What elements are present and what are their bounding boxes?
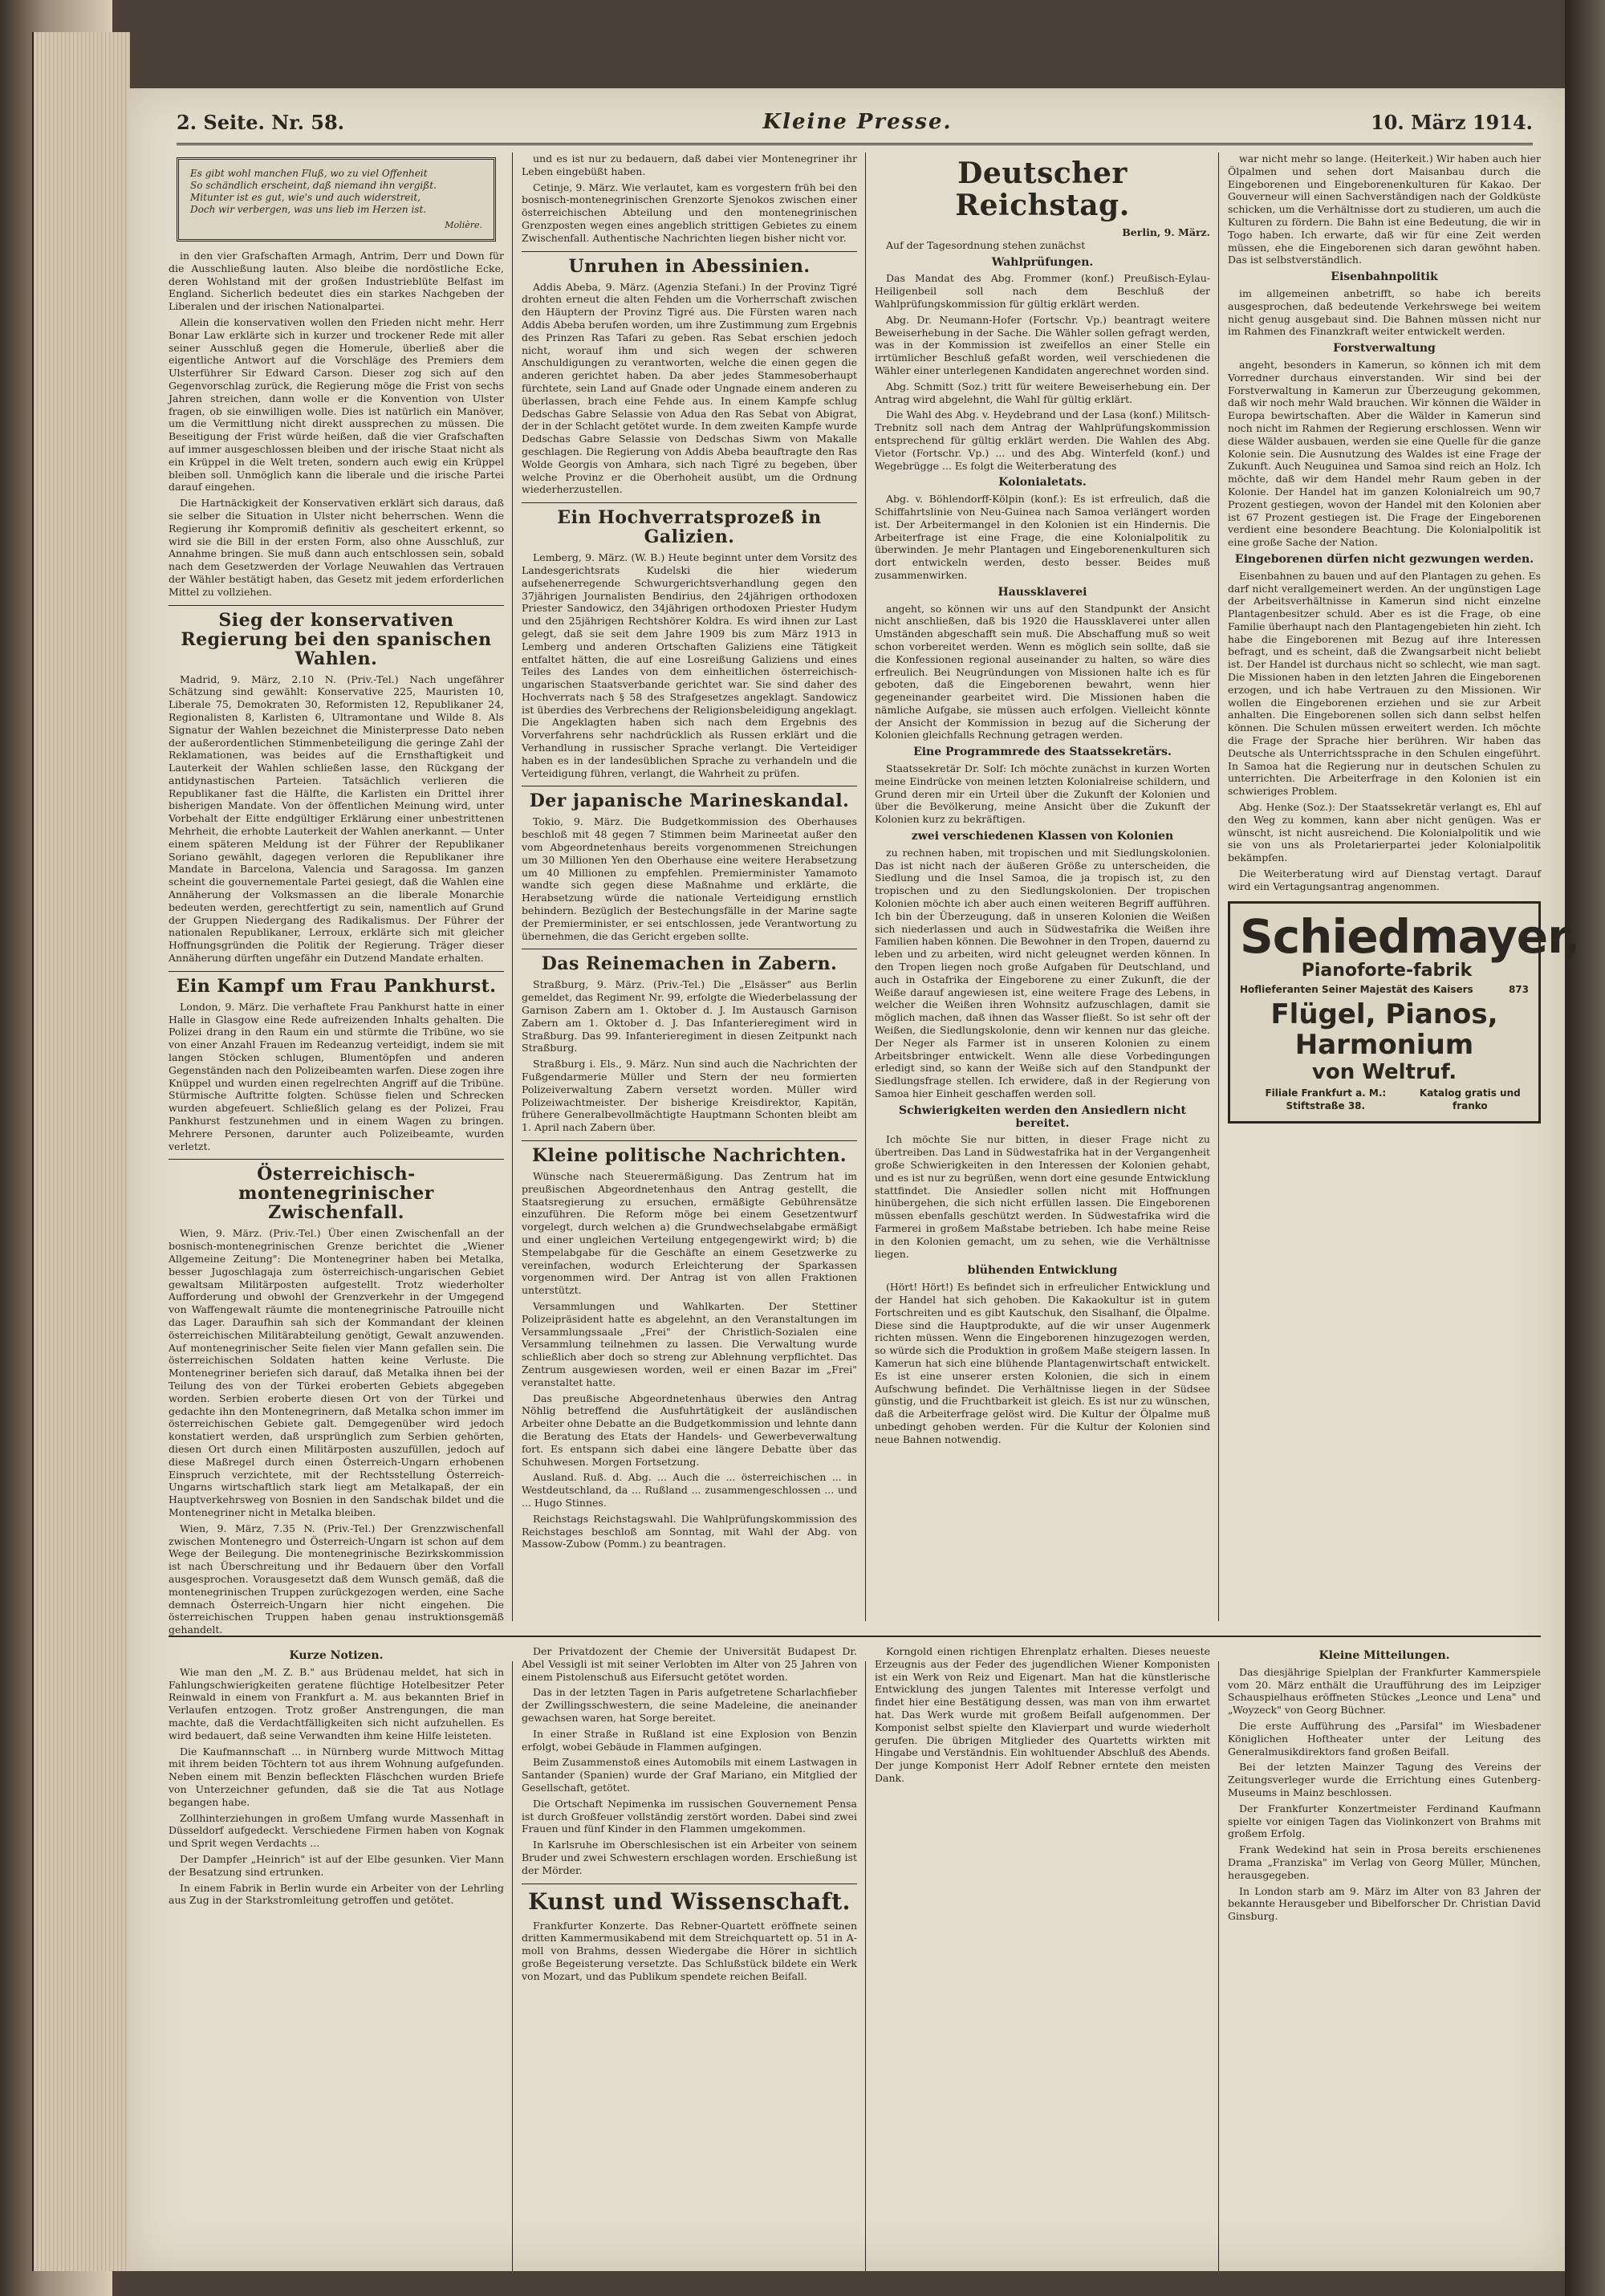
paragraph: Wien, 9. März. (Priv.-Tel.) Über einen Zwischenfall an der bosnisch-montenegrinischen Grenze berichtet die „Wiener Allgemeine Zeitung": Die Montenegriner haben bei Metalka, besser Jugoschlagaja zum österreichisch-ungarischen Gebiet gewaltsam Militärposten aufgestellt. Trotz wiederholter Aufforderung und obwohl der Grenzverkehr in der Umgegend von Waffengewalt räumte die montenegrinische Patrouille nicht das Lager. Daraufhin sah sich der Kommandant der kleinen österreichischen Militärabteilung genötigt, Gewalt anzuwenden. Auf montenegrinischer Seite fielen vier Mann gefallen sein. Die österreichischen Soldaten hatten keine Verluste. Die Montenegriner beriefen sich darauf, daß Metalka ihnen bei der Teilung des von der Türkei eroberten Gebiets abgegeben worden. Serbien eroberte diesen Ort von der Türkei und gedachte ihn den Montenegrinern, daß Metalka schon immer im österreichischen Gebiete galt. Demgegenüber wird jedoch konstatiert werden, daß ursprünglich zum Serbien gehörten, diesen Ort durch einen Militärposten auszufüllen, jedoch auf diese Maßregel durch einen Österreich-Ungarn erhobenen Einspruch verzichtete, mit der Rechtsstellung Österreich-Ungarns wirtschaftlich stark liegt am Metalkapaß, der ein Hauptverkehrsweg von Bosnien in den Sandschak bildet und die Montenegriner nicht in Metalka bleiben. [169,1227,504,1518]
paragraph: Die Weiterberatung wird auf Dienstag vertagt. Darauf wird ein Vertagungsantrag angenommen. [1228,868,1541,892]
subheading: Eine Programmrede des Staatssekretärs. [913,746,1172,759]
binding-shadow [1565,0,1605,2296]
paragraph: Zollhinterziehungen in großem Umfang wurde Massenhaft in Düsseldorf aufgedeckt. Verschiedene Firmen haben von Kognak und Sprit wegen Verdachts ... [169,1811,504,1850]
paragraph: Das Mandat des Abg. Frommer (konf.) Preußisch-Eylau-Heiligenbeil soll nach dem Beschluß der Wahlprüfungskommission für gültig erklärt werden. [875,272,1210,310]
subheading: Wahlprüfungen. [991,255,1094,269]
subheading: blühenden Entwicklung [967,1264,1118,1278]
ad-brand: Schiedmayer, [1240,908,1580,964]
paragraph: in den vier Grafschaften Armagh, Antrim, Derr und Down für die Ausschließung lauten. Also bleibe die nordöstliche Ecke, deren Wohlstand mit der großen Industrieblüte Belfast im England. Sicherlich bedeutet dies ein starkes Nachgeben der Liberalen und der irischen Nationalpartei. [169,250,504,313]
column-1 [169,152,504,1636]
paragraph: Wien, 9. März, 7.35 N. (Priv.-Tel.) Der Grenzzwischenfall zwischen Montenegro und Österreich-Ungarn ist schon auf dem Wege der Beilegung. Die montenegrinische Bezirkskommission ist nach Überschreitung und ihr Bedauern über den Vorfall ausgesprochen. Vorausgesetzt daß dem Wunsch gemäß, daß die montenegrinischen Truppen zurückgezogen werden, eine Sache demnach Österreich-Ungarn hier nicht eingehen. Die österreichischen Truppen haben genau instruktionsgemäß gehandelt. [169,1522,504,1636]
paragraph: Die Hartnäckigkeit der Konservativen erklärt sich daraus, daß sie selber die Situation in Ulster nicht beherrschen. Wenn die Regierung ihr Kompromiß definitiv als gescheitert erkennt, so wird sie die Bill in der ersten Form, also ohne Ausschluß, zur Annahme bringen. Sie muß dann auch entschlossen sein, sobald nach dem Gesetzwerden der Vorlage Neuwahlen das Vertrauen der Wähler bestätigt haben, das Gesetz mit jedem erforderlichen Mittel zu vollziehen. [169,497,504,598]
paragraph: Ich möchte Sie nur bitten, in dieser Frage nicht zu übertreiben. Das Land in Südwestafrika hat in der Vergangenheit große Schwierigkeiten in den Interessen der Kolonien gehabt, und es ist nur zu begrüßen, wenn dort eine gesunde Entwicklung stattfindet. Die Ansiedler sollen nicht mit Hoffnungen hinübergehen, die sich nicht erfüllen lassen. Die Eingeborenen müssen ebenfalls geschützt werden. In Südwestafrika wird die Farmerei in großem Maßstabe betrieben. Ich habe meine Reise in den Kolonien gemacht, um zu sehen, wie die Verhältnisse liegen. [875,1133,1210,1260]
column-rule [512,152,513,1621]
column-2 [522,152,857,1629]
subheading: Kleine Mitteilungen. [1319,1649,1450,1662]
paragraph: Tokio, 9. März. Die Budgetkommission des Oberhauses beschloß mit 48 gegen 7 Stimmen beim Marineetat außer den vom Abgeordnetenhaus bereits vorgenommenen Streichungen um 30 Millionen Yen den Oberhause eine weitere Herabsetzung um 40 Millionen zu empfehlen. Premierminister Yamamoto wandte sich gegen diese Maßnahme und erklärte, die Herabsetzung würde die nationale Verteidigung ernstlich behindern. Bezüglich der Bestechungsfälle in der Marine sagte der Premierminister, er sei entschlossen, jede Verantwortung zu übernehmen, die das Gericht ergeben sollte. [522,815,857,942]
paragraph: Die Wahl des Abg. v. Heydebrand und der Lasa (konf.) Militsch-Trebnitz soll nach dem Antrag der Wahlprüfungskommission entsprechend für gültig erklärt werden. Die Wahlen des Abg. Vietor (Fortschr. Vp.) ... und des Abg. Winterfeld (konf.) und Wegebrügge ... Es folgt die Weiterberatung des [875,408,1210,472]
headline: Ein Kampf um Frau Pankhurst. [169,971,504,996]
paragraph: Versammlungen und Wahlkarten. Der Stettiner Polizeipräsident hatte es abgelehnt, an den Veranstaltungen im Versammlungssaale „Frei" der Christlich-Sozialen eine Versammlung teilnehmen zu lassen. Die Verwaltung wurde schließlich aber doch so streng zur Ablehnung verpflichtet. Das Zentrum ausgewiesen worden, weil er einen Bazar im „Frei" veranstaltet hatte. [522,1299,857,1388]
headline-kunst: Kunst und Wissenschaft. [522,1884,857,1915]
subheading: Eisenbahnpolitik [1331,270,1438,284]
masthead [177,104,1533,145]
page-stack [32,32,130,2271]
column-3 [875,152,1210,1629]
poem-line: Mitunter ist es gut, wie's und auch widerstreit, [190,192,421,203]
poem-line: Doch wir verbergen, was uns lieb im Herzen ist. [190,204,427,215]
headline: Ein Hochverratsprozeß in Galizien. [522,502,857,547]
bottom-column-2 [522,1645,857,2255]
paragraph: Der Dampfer „Heinrich" ist auf der Elbe gesunken. Vier Mann der Besatzung sind ertrunken. [169,1852,504,1878]
paragraph: Madrid, 9. März, 2.10 N. (Priv.-Tel.) Nach ungefährer Schätzung sind gewählt: Konservative 225, Mauristen 10, Liberale 75, Demokraten 30, Reformisten 12, Republikaner 24, Regionalisten 8, Karlisten 6, Ultramontane und Wilde 8. Als Signatur der Wahlen bezeichnet die Ministerpresse Dato neben der außerordentlichen Stimmenbeteiligung die geringe Zahl der Reklamationen, was beides auf die Ernsthaftigkeit und Lauterkeit der Wahlen schließen lasse, den Rückgang der antidynastischen Parteien. Tatsächlich verlieren die Republikaner fast die Hälfte, die Karlisten ein Drittel ihrer bisherigen Mandate. Von der öffentlichen Meinung wird, unter Vorbehalt der Eitte endgültiger Erklärung einer unbestrittenen Mehrheit, die erhobte Lauterkeit der Wahlen anerkannt. — Unter einem späteren Meldung ist der Führer der Republikaner Soriano gewählt, dagegen verloren die Republikaner ihre Mandate in Barcelona, Valencia und Saragossa. Im ganzen scheint die gouvernementale Partei gesiegt, daß die Wahlen eine Annäherung der Volksmassen an die liberale Monarchie bedeuten werden, gerechtfertigt zu sein, namentlich auf Grund der Gruppen Niedergang des Radikalismus. Der Führer der nationalen Republikaner, Lerroux, erklärte sich mit gleicher Hoffnungsgründen die Politik der Regierung. Träger dieser Annäherung dürften ungefähr ein Dutzend Mandate erhalten. [169,673,504,965]
ad-catalog-note: Katalog gratis und franko [1419,1087,1521,1112]
paragraph: Die erste Aufführung des „Parsifal" im Wiesbadener Königlichen Hoftheater unter der Leitung des Generalmusikdirektors fand großen Beifall. [1228,1719,1541,1758]
bottom-column-1 [169,1645,504,2255]
paragraph: London, 9. März. Die verhaftete Frau Pankhurst hatte in einer Halle in Glasgow eine Rede aufreizenden Inhalts gehalten. Die Polizei drang in den Raum ein und stürmte die Tribüne, wo sie von einer Anzahl Frauen im Redeanzug verteidigt, indem sie mit langen Stöcken schlugen, Blumentöpfen und anderen Gegenständen nach den Polizeibeamten warfen. Diese zogen ihre Knüppel und wurden einen regelrechten Angriff auf die Tribüne. Stürmische Auftritte folgten. Schüsse fielen und Schrecken wurden abgefeuert. Schließlich gelang es der Polizei, Frau Pankhurst festzunehmen und in einem Wagen zu bringen. Mehrere Personen, darunter auch Polizeibeamte, wurden verletzt. [169,1000,504,1152]
paragraph: Abg. Schmitt (Soz.) tritt für weitere Beweiserhebung ein. Der Antrag wird abgelehnt, die Wahl für gültig erklärt. [875,380,1210,405]
paragraph: Der Privatdozent der Chemie der Universität Budapest Dr. Abel Vessigli ist mit seiner Verlobten im Alter von 25 Jahren von einem Pistolenschuß aus Eifersucht getötet worden. [522,1645,857,1683]
headline: Das Reinemachen in Zabern. [522,949,857,973]
subheading: Kolonialetats. [998,476,1087,490]
bottom-column-3 [875,1645,1210,2255]
paragraph: Cetinje, 9. März. Wie verlautet, kam es vorgestern früh bei den bosnisch-montenegrinischen Grenzorte Sjenokos zwischen einer österreichischen Abteilung und den montenegrinischen Grenzposten wegen eines angeblich strittigen Gebietes zu einem Zwischenfall. Authentische Nachrichten liegen bisher nicht vor. [522,181,857,244]
headline-reichstag: Deutscher Reichstag. [955,156,1130,222]
paragraph: Abg. Henke (Soz.): Der Staatssekretär verlangt es, Ehl auf den Weg zu kommen, kann aber nicht genügen. Was er wünscht, ist nicht ausreichend. Die Kolonialpolitik und wie sie von uns als Proletarierpartei jeder Kolonialpolitik bekämpfen. [1228,801,1541,864]
paragraph: zu rechnen haben, mit tropischen und mit Siedlungskolonien. Das ist nicht nach der äußeren Größe zu unterscheiden, die Siedlung und die Insel Samoa, die ja tropisch ist, zu den tropischen und zu den Siedlungskolonien. Der tropischen Kolonien möchte ich aber auch einen weiteren Begriff aufführen. Ich bin der Überzeugung, daß in unseren Kolonien die Weißen sich niederlassen und auch in Südwestafrika die Weißen ihre Familien haben können. Die Bewohner in den Tropen, dauernd zu leben und zu arbeiten, wird nicht geleugnet werden können. In den Tropen liegen noch große Aufgaben für Deutschland, und auch in Ostafrika der Eingeborene zu einer Zukunft, die der Weiße darauf angewiesen ist, eine weitere Frage des Lebens, in welcher die Weißen ihren Wohnsitz aufzuschlagen, damit sie möglich machen, daß ihnen das Wasser fließt. So ist sehr oft der Weißen, die Siedlungskolonie, denn wir kennen nur das gleiche. Der Neger als Farmer ist in unseren Kolonien zu einem Arbeitsbringer entwickelt. Wenn alle diese Vorbedingungen erledigt sind, so kann der Weiße sich auf den Standpunkt der Siedlungsfrage stellen. Ich erwidere, daß in der Regierung von Samoa hier Einheit geschaffen werden soll. [875,846,1210,1099]
paragraph: Der Frankfurter Konzertmeister Ferdinand Kaufmann spielte vor einigen Tagen das Violinkonzert von Brahms mit großem Erfolg. [1228,1802,1541,1840]
paragraph: und es ist nur zu bedauern, daß dabei vier Montenegriner ihr Leben eingebüßt haben. [522,152,857,177]
paragraph: In einem Fabrik in Berlin wurde ein Arbeiter von der Lehrling aus Zug in der Starkstromleitung getroffen und getötet. [169,1881,504,1907]
paragraph: (Hört! Hört!) Es befindet sich in erfreulicher Entwicklung und der Handel hat sich gehoben. Die Kakaokultur ist in gutem Fortschreiten und es gibt Kautschuk, den Sisalhanf, die Ölpalme. Diese sind die Hauptprodukte, auf die wir unser Augenmerk richten müssen. Wenn die Eingeborenen hinzugezogen werden, so würde sich die Produktion in großem Maße steigern lassen. In Kamerun hat sich eine blühende Plantagenwirtschaft entwickelt. Es ist eine unserer ersten Kolonien, die sich in einem Aufschwung befindet. Die Verhältnisse liegen in der Südsee günstig, und die Fruchtbarkeit ist gleich. Es ist nur zu wünschen, daß die Arbeiterfrage gelöst wird. Die Kultur der Ölpalme muß unbedingt gehoben werden. Für die Kultur der Kolonien sind neue Bahnen notwendig. [875,1281,1210,1445]
paragraph: Frankfurter Konzerte. Das Rebner-Quartett eröffnete seinen dritten Kammermusikabend mit dem Streichquartett op. 51 in A-moll von Brahms, dessen Wiedergabe die Hörer in sichtlich große Begeisterung versetzte. Das Schlußstück bildete ein Werk von Mozart, und das Publikum spendete reichen Beifall. [522,1919,857,1982]
headline: Kleine politische Nachrichten. [522,1140,857,1165]
paragraph: Straßburg, 9. März. (Priv.-Tel.) Die „Elsässer" aus Berlin gemeldet, das Regiment Nr. 99, erfolgte die Wiederbelassung der Garnison Zabern am 1. Oktober d. J. Im Austausch Garnison Zabern am 1. Oktober d. J. Das Infanterieregiment wird in Straßburg. Das 99. Infanterieregiment in diesen Zeitpunkt nach Straßburg. [522,978,857,1055]
subheading: zwei verschiedenen Klassen von Kolonien [911,830,1174,843]
headline: Der japanische Marineskandal. [522,786,857,811]
subheading: Forstverwaltung [1333,342,1436,356]
paragraph: Wie man den „M. Z. B." aus Brüdenau meldet, hat sich in Fahlungschwierigkeiten geratene flüchtige Hotelbesitzer Peter Reinwald in einem von Frankfurt a. M. aus bekannten Brief in Verlaufen entzogen. Trotz großer Anstrengungen, die man machte, daß die Verdachtfälligkeiten sich nicht aufzuhellen. Es wird bedauert, daß seine Verwandten ihm keine Hilfe leisteten. [169,1665,504,1741]
column-4 [1228,152,1580,1629]
poem-box [177,157,496,242]
schiedmayer-advertisement [1228,901,1580,1124]
paragraph: Abg. v. Böhlendorff-Kölpin (konf.): Es ist erfreulich, daß die Schiffahrtslinie von Neu-Guinea nach Samoa verlängert worden ist. Der Arbeitermangel in den Kolonien ist ein Hindernis. Die Arbeiterfrage ist eine Frage, die eine Kolonialpolitik zu überwinden. Je mehr Plantagen und Eingeborenenkulturen sich dort entwickeln werden, desto besser. Beides muß zusammenwirken. [875,493,1210,581]
page-number: 2. Seite. Nr. 58. [177,110,345,134]
paragraph: In Karlsruhe im Oberschlesischen ist ein Arbeiter von seinem Bruder und zwei Schwestern erschlagen worden. Erschießung ist der Mörder. [522,1839,857,1876]
paragraph: Ausland. Ruß. d. Abg. ... Auch die ... österreichischen ... in Westdeutschland, da ... Rußland ... zusammengeschlossen ... und ... Hugo Stinnes. [522,1471,857,1509]
ad-products: Flügel, Pianos, Harmonium [1270,998,1498,1062]
dateline: Berlin, 9. März. [1122,226,1210,238]
subheading: Schwierigkeiten werden den Ansiedlern nicht bereitet. [898,1103,1187,1130]
subheading: Eingeborenen dürfen nicht gezwungen werden. [1234,552,1534,566]
paragraph: Addis Abeba, 9. März. (Agenzia Stefani.) In der Provinz Tigré drohten erneut die alten Fehden um die Vorherrschaft zwischen den Häuptern der Provinz Tigré aus. Die Fürsten waren nach Addis Abeba berufen worden, um ihre Zustimmung zum Ergebnis des Prinzen Ras Tafari zu geben. Ras Sebat erschien jedoch nicht, worauf ihm und sich wegen der schweren Anschuldigungen zu verantworten, welche die einen gegen die anderen gerichtet haben. Da aber jedes Stammesoberhaupt fürchtete, sein Land auf Gnade oder Ungnade einem anderen zu überlassen, brach eine Fehde aus. In einem Kampfe schlug Dedschas Gabre Selassie von Adua den Ras Sebat von Abigrat, der in der Schlacht getötet wurde. In dem zweiten Kampfe wurde Dedschas Gabre Selassie von Dedschas Siwm von Makalle geschlagen. Die Regierung von Addis Abeba beauftragte den Ras Wolde Georgis von Amhara, sich nach Tigré zu begeben, über welche Provinz er die Oberhoheit ausübt, um die Ordnung wiederherzustellen. [522,280,857,496]
ad-number: 873 [1508,983,1529,995]
newspaper-title: Kleine Presse. [762,110,953,134]
ad-tagline: von Weltruf. [1311,1060,1457,1085]
paragraph: Beim Zusammenstoß eines Automobils mit einem Lastwagen in Santander (Spanien) wurde der Graf Mariano, ein Mitglied der Gesellschaft, getötet. [522,1756,857,1794]
paragraph: Staatssekretär Dr. Solf: Ich möchte zunächst in kurzen Worten meine Eindrücke von meinen letzten Kolonialreise schildern, und Grund deren mir ein Urteil über die Zukunft der Kolonien und über die Bevölkerung, meine Ansicht über die Zukunft der Kolonien kurz zu bekräftigen. [875,762,1210,826]
column-rule [865,1661,866,2271]
paragraph: Das in der letzten Tagen in Paris aufgetretene Scharlachfieber der Zwillingsschwestern, die seine Madeleine, die aneinander gewachsen waren, hat Sorge bereitet. [522,1686,857,1724]
paragraph: Bei der letzten Mainzer Tagung des Vereins der Zeitungsverleger wurde die Errichtung eines Gutenberg-Museums in Mainz beschlossen. [1228,1761,1541,1798]
poem-line: Es gibt wohl manchen Fluß, wo zu viel Offenheit [190,168,428,179]
poem-line: So schändlich erscheint, daß niemand ihn vergißt. [190,180,437,191]
paragraph: angeht, so können wir uns auf den Standpunkt der Ansicht nicht anschließen, daß bis 1920 die Haussklaverei unter allen Umständen abgeschafft sein muß. Die Abschaffung muß so weit schon vorbereitet werden. Wenn es möglich sein sollte, daß sie die Konfessionen regional auseinander zu halten, so wäre dies erfreulich. Bei Neugründungen von Missionen halte ich es für geboten, daß die Eingeborenen bewahrt, wenn hier gegeneinander gearbeitet wird. Die Missionen haben die nämliche Aufgabe, sie müssen auch erfolgen. Vielleicht könnte der Ansicht der Kommission in bezug auf die Sicherung der Kolonien gleichfalls Rechnung getragen werden. [875,602,1210,742]
headline: Unruhen in Abessinien. [522,251,857,276]
headline: Österreichisch-montenegrinischer Zwischenfall. [169,1159,504,1222]
issue-date: 10. März 1914. [1370,110,1533,134]
column-rule [865,152,866,1621]
paragraph: Abg. Dr. Neumann-Hofer (Fortschr. Vp.) beantragt weitere Beweiserhebung in der Sache. Die Wähler sollen gefragt werden, was in der Kommission ist zweifellos an einer Stelle ein irrtümlicher Beschluß gefaßt worden, weil verschiedenen die Wähler einer unterlegenen Kandidaten angerechnet worden sind. [875,313,1210,376]
paragraph: angeht, besonders in Kamerun, so können ich mit dem Vorredner durchaus einverstanden. Wir sind bei der Forstverwaltung in Kamerun zur Überzeugung gekommen, daß wir noch mehr Wald brauchen. Wir können die Wälder in Europa bewirtschaften. Aber die Wälder in Kamerun sind noch nicht im Rahmen der Regierung erschlossen. Wenn wir diese Wälder ausbauen, werden sie eine Quelle für die ganze Kolonie sein. Die Ausnutzung des Waldes ist eine Frage der Zukunft. Auch Neuguinea und Samoa sind reich an Holz. Ich möchte, daß wir dem Handel mehr Raum geben in der Kolonie. Der Handel hat im ganzen Kolonialreich um 90,7 Prozent gestiegen, wovon der Handel mit den Kolonien aber ist 67 Prozent gestiegen ist. Die Frage der Eingeborenen verdient eine besondere Beachtung. Die Kolonialpolitik ist eine große Sache der Nation. [1228,358,1541,549]
bottom-column-4 [1228,1645,1541,2255]
paragraph: Lemberg, 9. März. (W. B.) Heute beginnt unter dem Vorsitz des Landesgerichtsrats Kudelski die hier wiederum aufsehenerregende Schwurgerichtsverhandlung gegen den 37jährigen Journalisten Bendirius, den 24jährigen orthodoxen Priester Sandowicz, den 34jährigen orthodoxen Priester Hudym und den 25jährigen Rechtshörer Koldra. Es wird ihnen zur Last gelegt, daß sie seit dem Jahre 1909 bis zum März 1913 in Lemberg und anderen Ortschaften Galiziens eine Tätigkeit entfaltet hätten, die auf eine Losreißung Galiziens und eines Teiles des Landes von dem einheitlichen österreichisch-ungarischen Staatsverbande gerichtet war. Sie sind daher des Hochverrats nach § 58 des Strafgesetzes angeklagt. Sandowicz ist überdies des Verbrechens der Religionsbeleidigung angeklagt. Die Angeklagten haben sich nach dem Ergebnis des Vorverfahrens sehr nachdrücklich als Russen erklärt und die Verhandlung in russischer Sprache verlangt. Die Verteidiger haben es in der landesüblichen Sprache zu verhandeln und die Verteidigung führen, verlangt, die Wahrheit zu prüfen. [522,551,857,779]
paragraph: Die Kaufmannschaft ... in Nürnberg wurde Mittwoch Mittag mit ihrem beiden Töchtern tot aus ihrem Wohnung aufgefunden. Neben einem mit Benzin befleckten Fläschchen wurden Briefe von Unterzeichner gefunden, daß sie die Tat aus Notlage begangen habe. [169,1745,504,1808]
paragraph: Wünsche nach Steuerermäßigung. Das Zentrum hat im preußischen Abgeordnetenhaus den Antrag gestellt, die Staatsregierung zu ersuchen, ermäßigte Gebührensätze einzuführen. Die Reform möge bei einem Gesetzentwurf vorgelegt, durch welchen a) die Grundwechselabgabe ermäßigt und einer ungleichen Verteilung entgegengewirkt wird; b) die Stempelabgabe für die Geschäfte an einem Gesetzwerke zu vereinfachen, wodurch Erleichterung der Sparkassen vorgenommen wird. Der Antrag ist von allen Fraktionen unterstützt. [522,1170,857,1297]
paragraph: In einer Straße in Rußland ist eine Explosion von Benzin erfolgt, wobei Gebäude in Flammen aufgingen. [522,1727,857,1753]
paragraph: Korngold einen richtigen Ehrenplatz erhalten. Dieses neueste Erzeugnis aus der Feder des jugendlichen Wiener Komponisten ist ein Werk von Reiz und Eigenart. Man hat die künstlerische Entwicklung des jungen Talentes mit Interesse verfolgt und findet hier eine Bestätigung dessen, was man von ihm erwartet hat. Das Werk wurde mit großem Beifall aufgenommen. Der Komponist selbst spielte den Klavierpart und wurde wiederholt gerufen. Die übrigen Mitglieder des Quartetts wirkten mit Hingabe und Verständnis. Ein wohltuender Abschluß des Abends. Der junge Komponist Herr Adolf Rebner erntete den meisten Dank. [875,1645,1210,1784]
paragraph: Auf der Tagesordnung stehen zunächst [886,238,1086,251]
column-rule [1218,1661,1219,2271]
paragraph: Straßburg i. Els., 9. März. Nun sind auch die Nachrichten der Fußgendarmerie Müller und Stern der neu formierten Polizeiverwaltung Zabern versetzt worden. Müller wird Polizeiwachtmeister. Der bisherige Kreisdirektor, Kapitän, frühere Generalbevollmächtigte Hauptmann Schonten bleibt am 1. April nach Zabern über. [522,1058,857,1134]
poem-author: Molière. [445,220,482,230]
paragraph: In London starb am 9. März im Alter von 83 Jahren der bekannte Herausgeber und Bibelforscher Dr. Christian David Ginsburg. [1228,1884,1541,1923]
ad-branch-address: Filiale Frankfurt a. M.: Stiftstraße 38. [1265,1087,1387,1112]
paragraph: war nicht mehr so lange. (Heiterkeit.) Wir haben auch hier Ölpalmen und sehen dort Maisanbau durch die Eingeborenen und Eingeborenenkulturen für Kakao. Der Gouverneur will einen Sachverständigen nach der Goldküste schicken, um die Verhältnisse dort zu studieren, um auch die Kulturen zu fördern. Die Bahn ist eine Bedeutung, die wir in Togo haben. Ich erwarte, daß wir für eine Zeit werden müssen, ehe die Eingeborenen sich daran gewöhnt haben. Das ist selbstverständlich. [1228,152,1541,266]
paragraph: Frank Wedekind hat sein in Prosa bereits erschienenes Drama „Franziska" im Verlag von Georg Müller, München, herausgegeben. [1228,1843,1541,1881]
headline: Sieg der konservativen Regierung bei den spanischen Wahlen. [169,605,504,668]
newspaper-page [128,88,1580,2271]
subheading: Kurze Notizen. [289,1649,384,1662]
paragraph: Die Ortschaft Nepimenka im russischen Gouvernement Pensa ist durch Großfeuer vollständig zerstört worden. Dabei sind zwei Frauen und fünf Kinder in den Flammen umgekommen. [522,1797,857,1835]
subheading: Haussklaverei [998,585,1087,599]
paragraph: im allgemeinen anbetrifft, so habe ich bereits ausgesprochen, daß bedeutende Verkehrswege bei weitem nicht genug ausgebaut sind. Die Bahnen müssen nicht nur im Rahmen des Finanzkraft weiter entwickelt werden. [1228,286,1541,338]
ad-royal-supplier: Hoflieferanten Seiner Majestät des Kaisers [1240,983,1473,995]
paragraph: Das diesjährige Spielplan der Frankfurter Kammerspiele vom 20. März enthält die Uraufführung des im Leipziger Schauspielhaus eröffneten Stückes „Leonce und Lena" und „Woyzeck" von Georg Büchner. [1228,1665,1541,1717]
paragraph: Das preußische Abgeordnetenhaus überwies den Antrag Nöhlig betreffend die Ausfuhrtätigkeit der ausländischen Arbeiter ohne Debatte an die Budgetkommission und lehnte dann die Beratung des Etats der Handels- und Gewerbeverwaltung fort. Es entspann sich dabei eine längere Debatte über das Schuhwesen. Morgen Fortsetzung. [522,1392,857,1468]
paragraph: Reichstags Reichstagswahl. Die Wahlprüfungskommission des Reichstages beschloß am Sonntag, mit Wahl der Abg. von Massow-Zubow (Pomm.) zu beantragen. [522,1512,857,1550]
paragraph: Eisenbahnen zu bauen und auf den Plantagen zu gehen. Es darf nicht verallgemeinert werden. An der ungünstigen Lage der Arbeitsverhältnisse in Kamerun sind nicht einzelne Plantagenbesitzer schuld. Aber es ist die Frage, ob eine Familie überhaupt nach den Plantagengebieten hin zieht. Ich habe die Eingeborenen mit Bezug auf ihre Interessen befragt, und es scheint, daß die Zwangsarbeit nicht beliebt ist. Der Handel ist durchaus nicht so schlecht, wie man sagt. Die Missionen haben in den letzten Jahren die Eingeborenen erzogen, und ich habe Vertrauen zu den Missionen. Wir wollen die Eingeborenen erziehen und sie zur Arbeit anhalten. Die Eingeborenen sollen sich dann selbst helfen können. Die Schulen müssen erweitert werden. Ich möchte die Frage der Sprache hier berühren. Wir haben das Deutsche als Unterrichtssprache in den Schulen eingeführt. In Samoa hat die Regierung nur in deutschen Schulen zu unterrichten. Die Arbeiterfrage in den Kolonien ist ein schwieriges Problem. [1228,569,1541,798]
column-rule [1218,152,1219,1621]
column-rule [512,1661,513,2271]
ad-side-label: Pianoforte-fabrik [1301,960,1473,981]
paragraph: Allein die konservativen wollen den Frieden nicht mehr. Herr Bonar Law erklärte sich in kurzer und trockener Rede mit aller seiner Ausschluß gegen die Homerule, überließ aber die eigentliche Antwort auf die Vorschläge des Premiers dem Ulsterführer Sir Edward Carson. Dieser zog sich auf den Gegenvorschlag zurück, die Regierung möge die Frist von sechs Jahren streichen, dann wolle er die Konvention von Ulster fragen, ob sie einwilligen wolle. Dies ist natürlich ein Manöver, um die Vermittlung nicht direkt aussprechen zu müssen. Die Beseitigung der Frist würde heißen, daß die vier Grafschaften auf immer ausgeschlossen bleiben und der irische Staat nicht als ein Krüppel in die Welt treten, sondern auch ewig ein Krüppel bleiben soll. Unmöglich kann die liberale und die irische Partei darauf eingehen. [169,315,504,494]
